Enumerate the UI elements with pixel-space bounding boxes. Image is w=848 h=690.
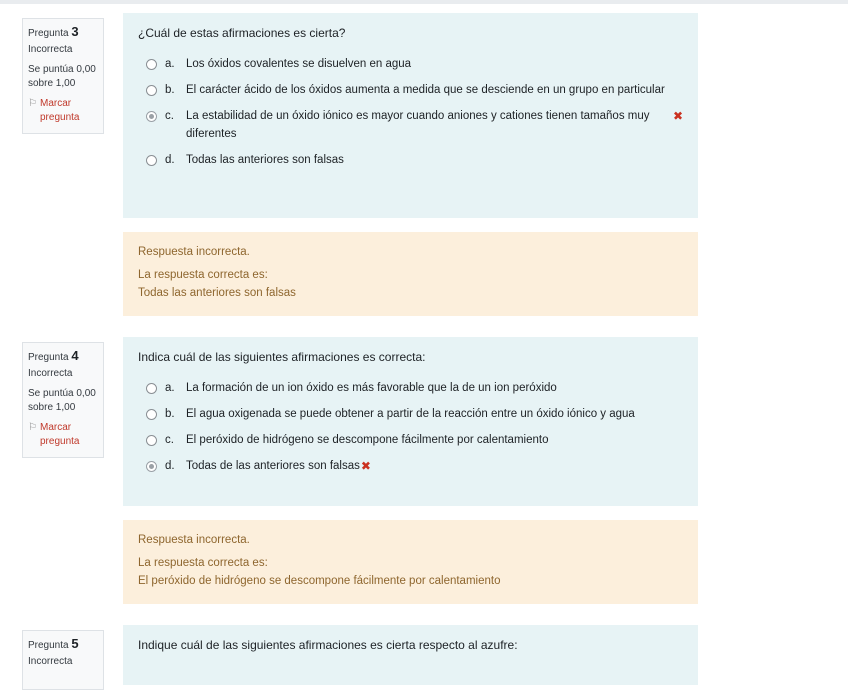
option-text: La estabilidad de un óxido iónico es mayor cuando aniones y cationes tienen tamaños muy diferentes bbox=[186, 110, 650, 140]
answer-option-b[interactable] bbox=[138, 81, 683, 99]
question-state: Incorrecta bbox=[28, 44, 73, 55]
answer-option-d[interactable] bbox=[138, 457, 683, 475]
radio-button-selected[interactable] bbox=[146, 461, 157, 472]
question-number: Pregunta 4 bbox=[28, 348, 79, 363]
correct-answer-label: La respuesta correcta es: bbox=[138, 557, 268, 569]
flag-question-label: Marcar pregunta bbox=[40, 422, 80, 447]
radio-button-selected[interactable] bbox=[146, 111, 157, 122]
flag-question-link[interactable] bbox=[28, 97, 98, 125]
correct-answer: Todas las anteriores son falsas bbox=[138, 287, 296, 299]
flag-question-label: Marcar pregunta bbox=[40, 98, 80, 123]
option-text: La formación de un ion óxido es más favorable que la de un ion peróxido bbox=[186, 382, 557, 394]
question-info-4 bbox=[22, 342, 104, 458]
question-feedback-3 bbox=[123, 232, 698, 316]
feedback-status: Respuesta incorrecta. bbox=[138, 534, 250, 546]
option-letter: a. bbox=[165, 58, 175, 70]
radio-button[interactable] bbox=[146, 155, 157, 166]
question-text: Indica cuál de las siguientes afirmaciones es correcta: bbox=[138, 350, 426, 364]
question-text: Indique cuál de las siguientes afirmaciones es cierta respecto al azufre: bbox=[138, 638, 518, 652]
correct-answer-label: La respuesta correcta es: bbox=[138, 269, 268, 281]
answer-options bbox=[138, 55, 683, 169]
option-letter: b. bbox=[165, 84, 175, 96]
question-number: Pregunta 3 bbox=[28, 24, 79, 39]
incorrect-icon: ✖ bbox=[360, 459, 371, 473]
radio-button[interactable] bbox=[146, 409, 157, 420]
correct-answer: El peróxido de hidrógeno se descompone fácilmente por calentamiento bbox=[138, 575, 501, 587]
radio-button[interactable] bbox=[146, 383, 157, 394]
answer-option-a[interactable] bbox=[138, 379, 683, 397]
question-feedback-4 bbox=[123, 520, 698, 604]
flag-icon: ⚐ bbox=[28, 422, 37, 433]
option-text: Todas las anteriores son falsas bbox=[186, 154, 344, 166]
question-content-4 bbox=[123, 337, 698, 506]
question-state: Incorrecta bbox=[28, 368, 73, 379]
answer-option-b[interactable] bbox=[138, 405, 683, 423]
option-letter: c. bbox=[165, 434, 174, 446]
question-info-5 bbox=[22, 630, 104, 690]
incorrect-icon: ✖ bbox=[672, 109, 683, 123]
question-state: Incorrecta bbox=[28, 656, 73, 667]
option-letter: a. bbox=[165, 382, 175, 394]
question-content-3 bbox=[123, 13, 698, 218]
answer-option-c[interactable] bbox=[138, 107, 683, 143]
question-content-5 bbox=[123, 625, 698, 685]
question-text: ¿Cuál de estas afirmaciones es cierta? bbox=[138, 26, 346, 40]
radio-button[interactable] bbox=[146, 85, 157, 96]
option-letter: b. bbox=[165, 408, 175, 420]
question-grade: Se puntúa 0,00 sobre 1,00 bbox=[28, 388, 96, 413]
answer-options bbox=[138, 379, 683, 475]
option-letter: d. bbox=[165, 460, 175, 472]
answer-option-c[interactable] bbox=[138, 431, 683, 449]
option-text: El agua oxigenada se puede obtener a partir de la reacción entre un óxido iónico y agua bbox=[186, 408, 635, 420]
feedback-status: Respuesta incorrecta. bbox=[138, 246, 250, 258]
question-number: Pregunta 5 bbox=[28, 636, 79, 651]
option-letter: c. bbox=[165, 110, 174, 122]
radio-button[interactable] bbox=[146, 435, 157, 446]
question-info-3 bbox=[22, 18, 104, 134]
option-text: El peróxido de hidrógeno se descompone fácilmente por calentamiento bbox=[186, 434, 549, 446]
answer-option-d[interactable] bbox=[138, 151, 683, 169]
option-letter: d. bbox=[165, 154, 175, 166]
option-text: Los óxidos covalentes se disuelven en agua bbox=[186, 58, 412, 70]
answer-option-a[interactable] bbox=[138, 55, 683, 73]
option-text: Todas de las anteriores son falsas bbox=[186, 460, 360, 472]
flag-question-link[interactable] bbox=[28, 421, 98, 449]
flag-icon: ⚐ bbox=[28, 98, 37, 109]
radio-button[interactable] bbox=[146, 59, 157, 70]
question-grade: Se puntúa 0,00 sobre 1,00 bbox=[28, 64, 96, 89]
top-divider bbox=[0, 0, 848, 4]
option-text: El carácter ácido de los óxidos aumenta a medida que se desciende en un grupo en particular bbox=[186, 84, 665, 96]
